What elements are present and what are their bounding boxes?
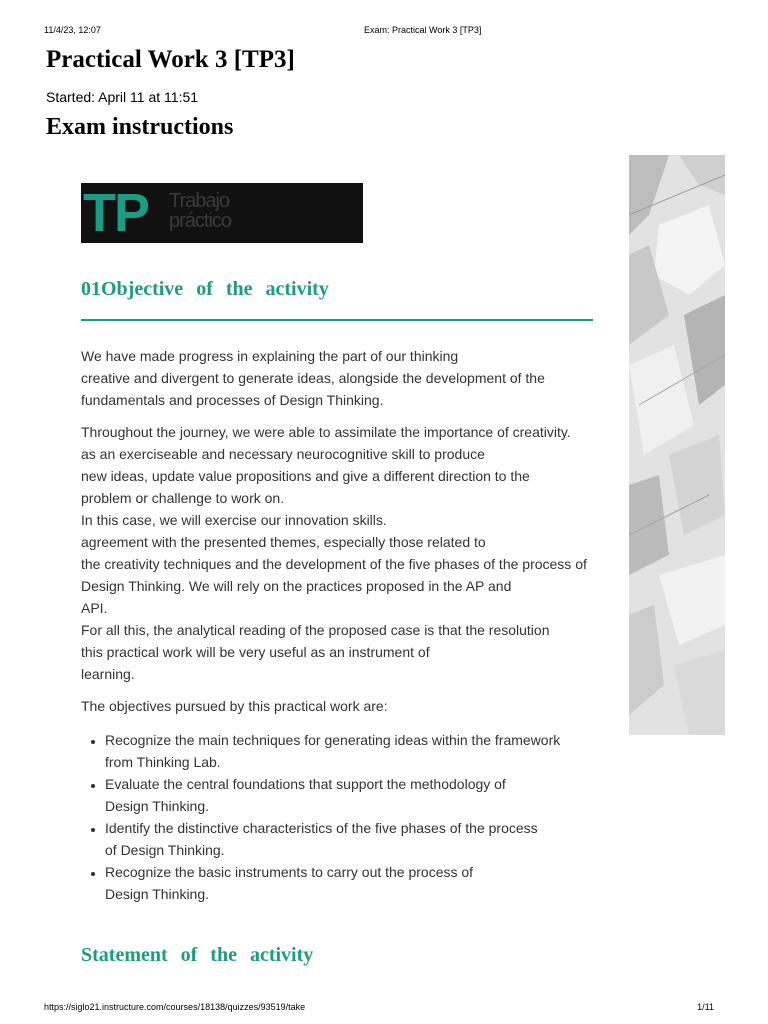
text-line: • Recognize the main techniques for generating ideas within the framework [105, 732, 561, 748]
list-item [105, 729, 626, 773]
section-divider [81, 319, 593, 321]
text-line: Design Thinking. We will rely on the practices proposed in the AP and [81, 578, 512, 594]
page-title: Practical Work 3 [TP3] [46, 46, 295, 73]
objective-paragraph-2 [81, 421, 626, 685]
statement-heading: Statement of the activity [81, 944, 314, 966]
print-date: 11/4/23, 12:07 [44, 25, 101, 35]
page-url: https://siglo21.instructure.com/courses/18138/quizzes/93519/take [44, 1002, 306, 1012]
trabajo-practico-banner [81, 183, 363, 243]
text-line: In this case, we will exercise our innovation skills. [81, 512, 387, 528]
objectives-list [81, 729, 626, 905]
banner-subtitle [169, 191, 231, 231]
text-line: For all this, the analytical reading of the proposed case is that the resolution [81, 622, 550, 638]
banner-tp-logo: TP [83, 183, 149, 243]
print-header [44, 25, 724, 39]
text-line: We have made progress in explaining the part of our thinking [81, 348, 459, 364]
text-line: API. [81, 600, 108, 616]
text-line: agreement with the presented themes, especially those related to [81, 534, 486, 550]
decorative-side-image [629, 155, 725, 735]
text-line: • Identify the distinctive characteristics of the five phases of the process [105, 820, 538, 836]
text-line: the creativity techniques and the development of the five phases of the process of [81, 556, 587, 572]
text-line: this practical work will be very useful as an instrument of [81, 644, 430, 660]
text-line: Design Thinking. [105, 886, 210, 902]
banner-line-2: práctico [169, 210, 232, 232]
print-footer [44, 1002, 724, 1016]
started-timestamp: Started: April 11 at 11:51 [46, 89, 199, 105]
text-line: • Recognize the basic instruments to carry out the process of [105, 864, 474, 880]
text-line: creative and divergent to generate ideas, alongside the development of the [81, 370, 545, 386]
text-line: learning. [81, 666, 135, 682]
text-line: Design Thinking. [105, 798, 210, 814]
abstract-structure-image [629, 155, 725, 735]
list-item [105, 861, 626, 905]
banner-line-1: Trabajo [169, 190, 230, 212]
text-line: • Evaluate the central foundations that support the methodology of [105, 776, 506, 792]
print-document-title: Exam: Practical Work 3 [TP3] [364, 25, 482, 35]
objective-paragraph-1 [81, 345, 626, 411]
text-line: problem or challenge to work on. [81, 490, 285, 506]
text-line: of Design Thinking. [105, 842, 225, 858]
objective-content [81, 345, 626, 905]
text-line: fundamentals and processes of Design Thinking. [81, 392, 384, 408]
text-line: Throughout the journey, we were able to assimilate the importance of creativity. [81, 424, 571, 440]
exam-instructions-heading: Exam instructions [46, 114, 234, 140]
list-item [105, 817, 626, 861]
list-item [105, 773, 626, 817]
objectives-intro: The objectives pursued by this practical work are: [81, 698, 388, 714]
objective-heading: 01Objective of the activity [81, 278, 329, 300]
text-line: as an exerciseable and necessary neurocognitive skill to produce [81, 446, 485, 462]
page-number: 1/11 [697, 1002, 714, 1012]
text-line: from Thinking Lab. [105, 754, 221, 770]
text-line: new ideas, update value propositions and give a different direction to the [81, 468, 530, 484]
